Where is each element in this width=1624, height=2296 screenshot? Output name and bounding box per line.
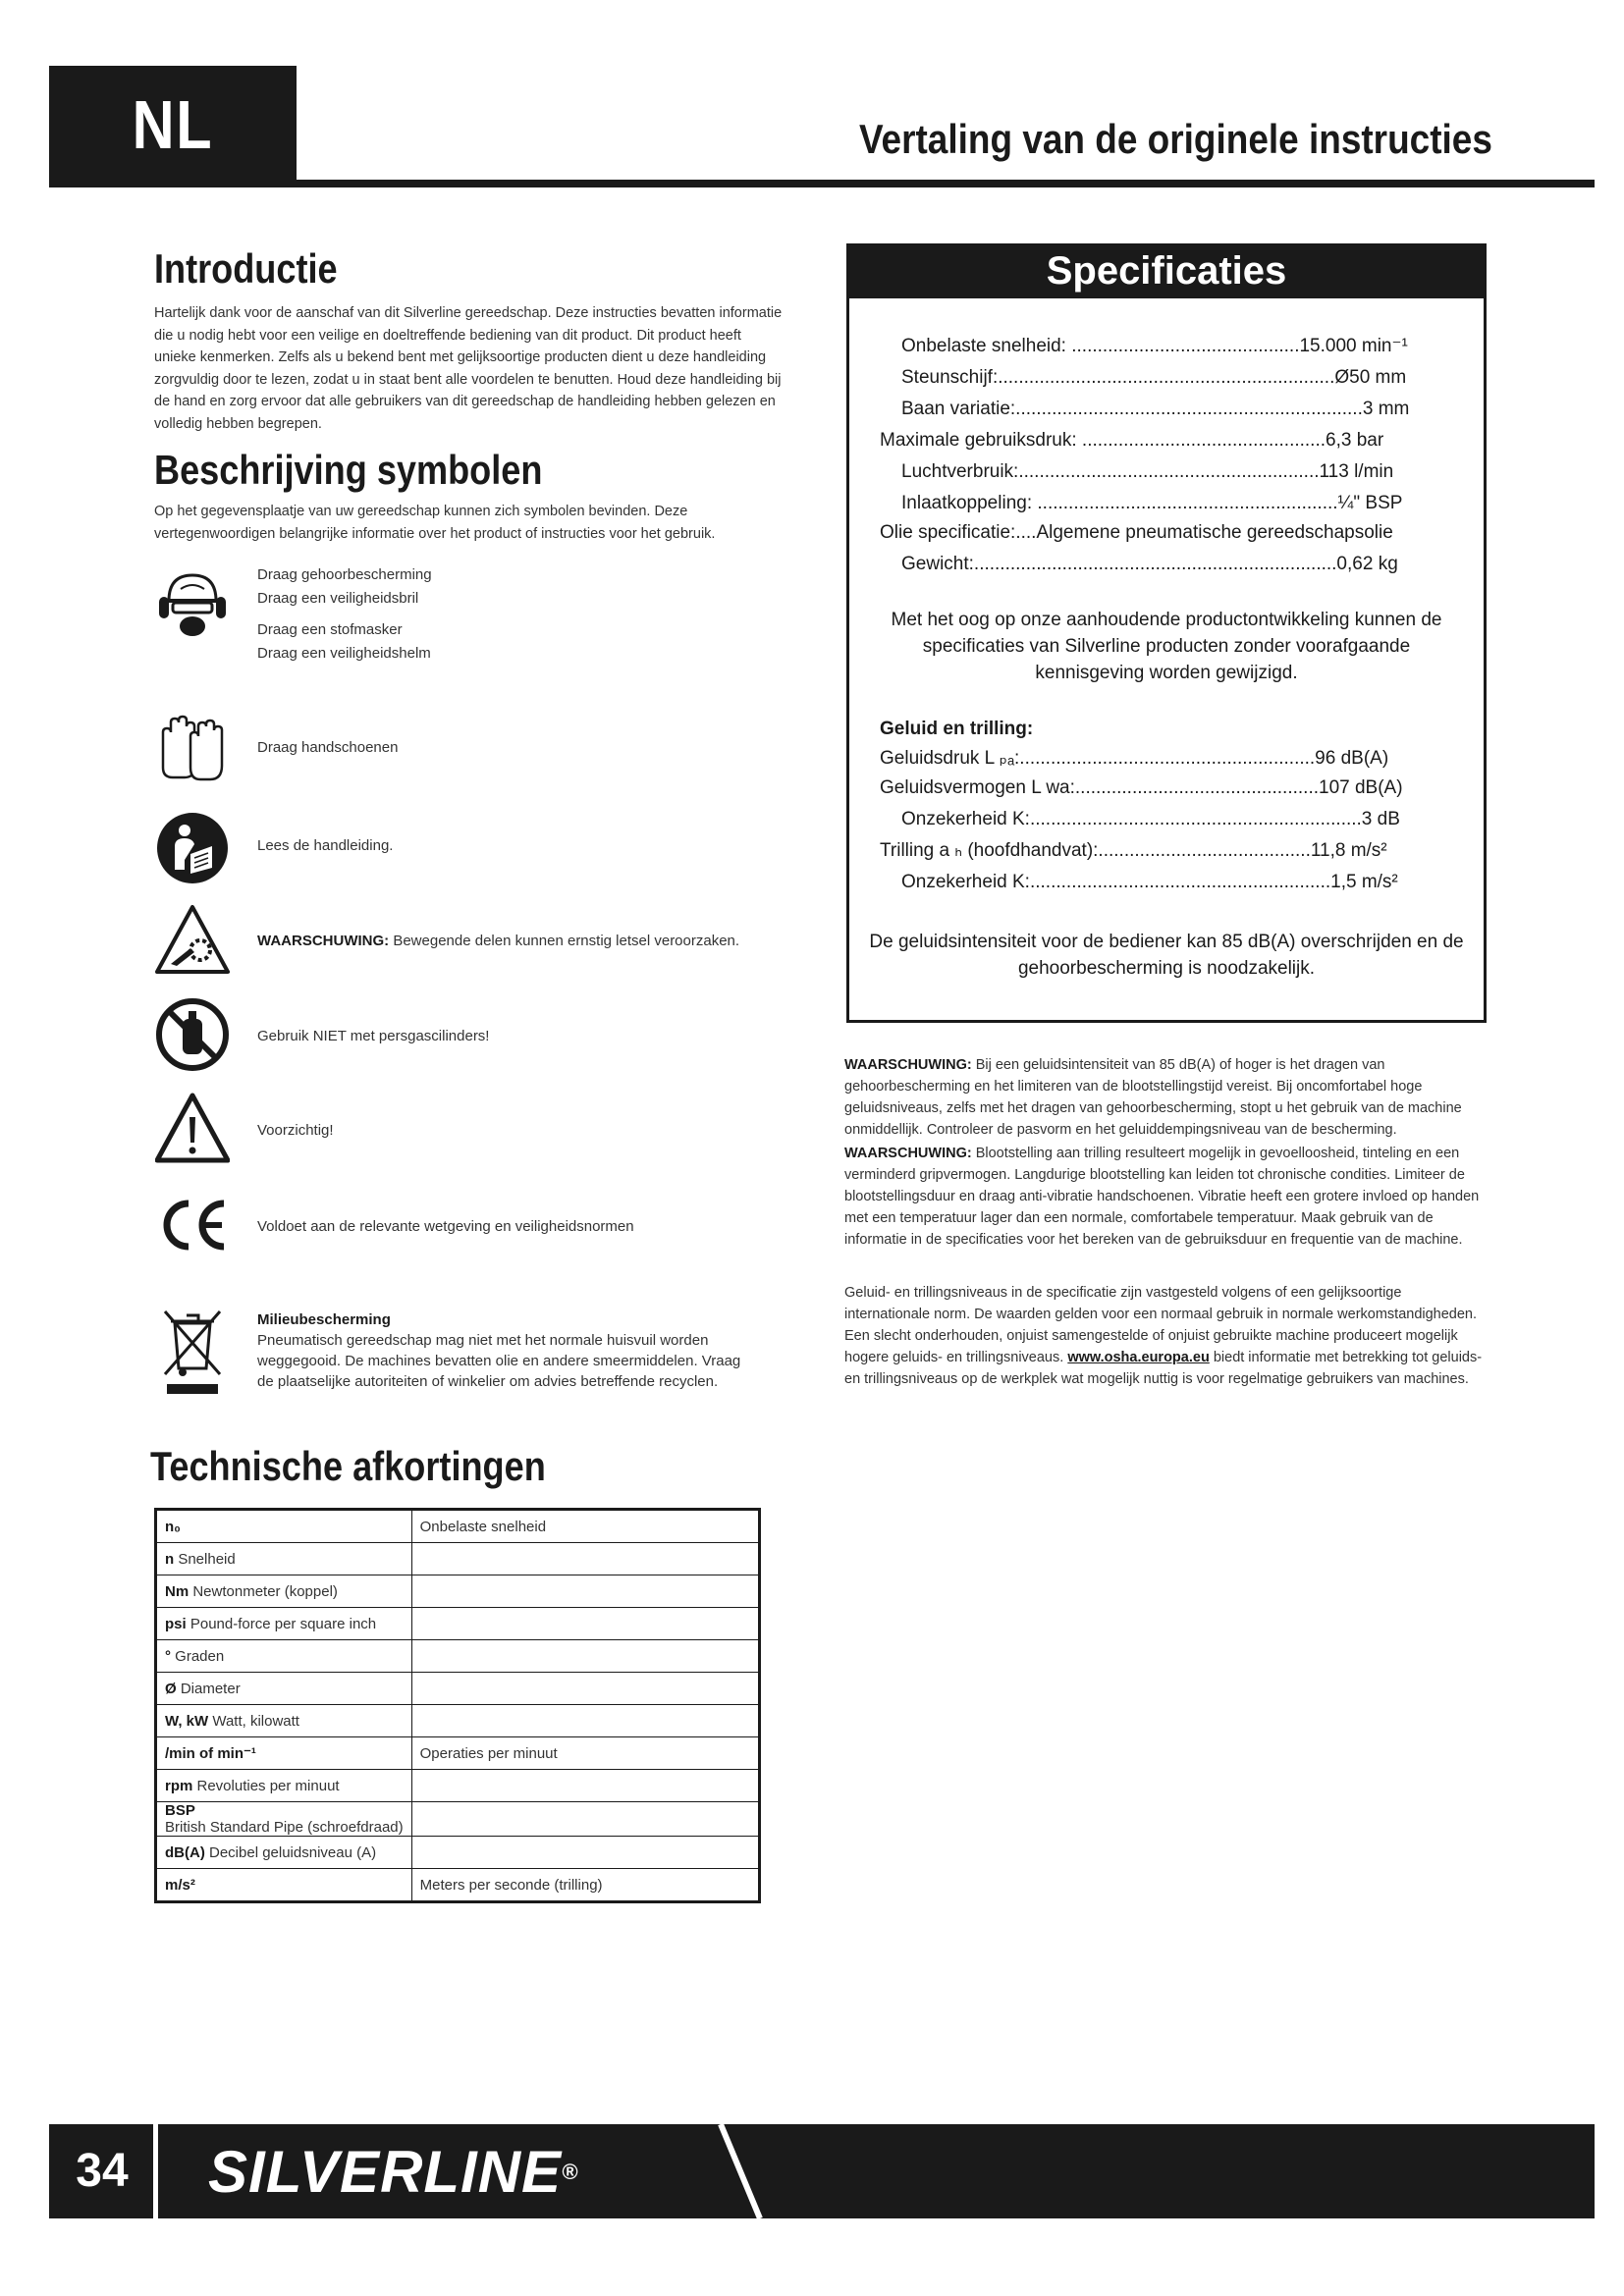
abbreviation-row (156, 1770, 760, 1802)
abbreviation-row (156, 1543, 760, 1575)
abbreviation-meaning (411, 1837, 759, 1869)
page-number: 34 (76, 2145, 129, 2197)
ppe-helmet-text: Draag een veiligheidshelm (257, 645, 431, 662)
abbreviation-symbol: ° (165, 1647, 171, 1665)
abbreviation-key-cell (156, 1705, 412, 1737)
abbreviation-key-cell (156, 1510, 412, 1543)
osha-link[interactable]: www.osha.europa.eu (1067, 1350, 1210, 1365)
abbreviation-row (156, 1737, 760, 1770)
abbreviation-key-cell (156, 1640, 412, 1673)
sound-power: Geluidsvermogen L wa:...............................................107 dB(A) (880, 777, 1403, 798)
abbreviation-row (156, 1837, 760, 1869)
moving-parts-text (257, 930, 739, 953)
no-gas-cylinder-icon (155, 997, 230, 1072)
cylinders-text: Gebruik NIET met persgascilinders! (257, 1028, 490, 1044)
footer-divider (153, 2124, 158, 2218)
sound-heading: Geluid en trilling: (880, 719, 1034, 739)
abbreviations-table (154, 1508, 761, 1903)
abbreviation-symbol: Ø (165, 1680, 177, 1697)
abbreviation-meaning (411, 1705, 759, 1737)
spec-change-note: Met het oog op onze aanhoudende productontwikkeling kunnen de specificaties van Silverline producten zonder voorafgaande kennisgeving worden gewijzigd. (891, 610, 1442, 683)
abbreviation-meaning: Meters per seconde (trilling) (411, 1869, 759, 1902)
abbreviation-meaning: Onbelaste snelheid (411, 1510, 759, 1543)
intro-heading: Introductie (154, 245, 338, 292)
abbreviation-key-cell (156, 1608, 412, 1640)
abbreviation-key-cell (156, 1543, 412, 1575)
env-text: Pneumatisch gereedschap mag niet met het normale huisvuil worden weggegooid. De machines bevatten olie en andere smeermiddelen. Vraag de plaatselijke autoriteiten of winkelier om advies betreffende recyclen. (257, 1332, 741, 1390)
spec-air-consumption: Luchtverbruik:..........................................................113 l/min (901, 461, 1394, 482)
abbreviations-heading: Technische afkortingen (150, 1443, 546, 1489)
abbreviation-description: Pound-force per square inch (186, 1615, 377, 1632)
abbreviation-description: Diameter (176, 1680, 241, 1697)
abbreviation-description: Revoluties per minuut (192, 1777, 340, 1794)
abbreviation-symbol: m/s² (165, 1876, 195, 1894)
abbreviation-row (156, 1802, 760, 1837)
abbreviation-row (156, 1575, 760, 1608)
noise-levels-after: biedt informatie met betrekking tot geluids- en trillingsniveaus op de werkplek wat mogelijk nuttig is voor regelmatige gebruikers van machines. (844, 1350, 1483, 1387)
noise-levels-note (844, 1282, 1489, 1390)
moving-warning-body: Bewegende delen kunnen ernstig letsel veroorzaken. (389, 933, 740, 949)
spec-oil: Olie specificatie:....Algemene pneumatische gereedschapsolie (880, 522, 1393, 543)
sound-pressure: Geluidsdruk L ₚₐ:.........................................................96 dB(A) (880, 748, 1389, 769)
abbreviation-meaning (411, 1575, 759, 1608)
header-rule (49, 180, 1595, 187)
spec-weight: Gewicht:......................................................................0,62 kg (901, 554, 1398, 574)
abbreviation-symbol: psi (165, 1615, 187, 1632)
spec-orbit: Baan variatie:...................................................................3 mm (901, 399, 1410, 419)
ppe-ear-text: Draag gehoorbescherming (257, 566, 432, 583)
abbreviation-row (156, 1705, 760, 1737)
warning-vibration (844, 1143, 1489, 1251)
abbreviation-symbol: W, kW (165, 1712, 209, 1730)
ppe-eye-text: Draag een veiligheidsbril (257, 590, 419, 607)
ce-mark-icon (155, 1188, 230, 1262)
abbreviation-row (156, 1640, 760, 1673)
weee-bin-icon (155, 1304, 230, 1398)
warning-noise-label: WAARSCHUWING: (844, 1057, 972, 1073)
ppe-head-icon (155, 567, 230, 642)
abbreviation-row (156, 1869, 760, 1902)
abbreviation-meaning (411, 1770, 759, 1802)
sound-uncertainty: Onzekerheid K:................................................................3 dB (901, 809, 1400, 829)
vibration: Trilling a ₕ (hoofdhandvat):.........................................11,8 m/s² (880, 840, 1387, 861)
abbreviation-key-cell (156, 1837, 412, 1869)
warning-vibration-text: Blootstelling aan trilling resulteert mogelijk in gevoelloosheid, tinteling en een verminderd gripvermogen. Langdurige blootstelling kan leiden tot chronische condities. Limiteer de blootstellingsduur en draag anti-vibratie handschoenen. Vibratie heeft een grotere invloed op handen met een temperatuur lager dan een normale, comfortabele temperatuur. Maak gebruik van de informatie in de specificaties voor het bereken van de gebruiksduur en frequentie van de machine. (844, 1146, 1480, 1248)
abbreviation-key-cell (156, 1802, 412, 1837)
spec-inlet: Inlaatkoppeling: ..........................................................¼" BSP (901, 493, 1403, 513)
symbols-text: Op het gegevensplaatje van uw gereedschap kunnen zich symbolen bevinden. Deze vertegenwoordigen belangrijke informatie over het product of instructies voor het gebruik. (154, 504, 716, 542)
abbreviation-meaning: Operaties per minuut (411, 1737, 759, 1770)
ce-text: Voldoet aan de relevante wetgeving en veiligheidsnormen (257, 1218, 634, 1235)
abbreviation-meaning (411, 1802, 759, 1837)
silverline-logo (208, 2138, 578, 2207)
gloves-text: Draag handschoenen (257, 739, 399, 756)
abbreviation-meaning (411, 1543, 759, 1575)
noise-levels-text: Geluid- en trillingsniveaus in de specificatie zijn vastgesteld volgens of een gelijksoortige internationale norm. De waarden gelden voor een normaal gebruik in normale werkomstandigheden. Een slecht onderhouden, onjuist samengestelde of onjuist gebruikte machine produceert mogelijk hogere geluids- en trillingsniveaus. (844, 1285, 1478, 1365)
sound-note: De geluidsintensiteit voor de bediener kan 85 dB(A) overschrijden en de gehoorbescherming is noodzakelijk. (869, 932, 1464, 979)
abbreviation-description: Decibel geluidsniveau (A) (204, 1843, 377, 1861)
abbreviation-symbol: Nm (165, 1582, 189, 1600)
manual-text: Lees de handleiding. (257, 837, 394, 854)
abbreviation-key-cell (156, 1770, 412, 1802)
spec-no-load-speed: Onbelaste snelheid: ............................................15.000 min⁻¹ (901, 336, 1408, 356)
abbreviation-meaning (411, 1640, 759, 1673)
abbreviation-row (156, 1510, 760, 1543)
abbreviation-symbol: rpm (165, 1777, 193, 1794)
abbreviation-description: Watt, kilowatt (208, 1712, 299, 1730)
read-manual-icon (155, 811, 230, 885)
vibration-uncertainty: Onzekerheid K:..........................................................1,5 m/s² (901, 872, 1398, 892)
spec-backing-pad: Steunschijf:.................................................................Ø50 mm (901, 367, 1407, 388)
abbreviation-symbol: n (165, 1550, 175, 1568)
abbreviation-symbol: BSP (165, 1802, 195, 1819)
abbreviation-description: Graden (171, 1647, 225, 1665)
abbreviation-description: Snelheid (174, 1550, 236, 1568)
specifications-heading: Specificaties (846, 243, 1487, 298)
abbreviation-row (156, 1608, 760, 1640)
abbreviation-meaning (411, 1608, 759, 1640)
abbreviation-description: Newtonmeter (koppel) (189, 1582, 338, 1600)
warning-noise-text: Bij een geluidsintensiteit van 85 dB(A) of hoger is het dragen van gehoorbescherming en het limiteren van de blootstellingstijd vereist. Bij oncomfortabel hoge geluidsniveaus, zelfs met het dragen van gehoorbescherming, stopt u het gebruik van de machine onmiddellijk. Controleer de pasvorm en het geluiddempingsniveau van de bescherming. (844, 1057, 1462, 1138)
registered-mark: ® (562, 2160, 579, 2184)
caution-text: Voorzichtig! (257, 1122, 334, 1139)
warning-noise (844, 1054, 1489, 1141)
moving-parts-warning-icon (155, 903, 230, 978)
caution-icon (155, 1092, 230, 1166)
footer-wedge (687, 2124, 785, 2218)
spec-max-pressure: Maximale gebruiksdruk: ...............................................6,3 bar (880, 430, 1384, 451)
gloves-icon (155, 709, 230, 783)
env-title: Milieubescherming (257, 1311, 391, 1328)
language-code: NL (132, 86, 214, 163)
abbreviation-symbol: /min of min⁻¹ (165, 1745, 256, 1762)
abbreviation-meaning (411, 1673, 759, 1705)
abbreviation-key-cell (156, 1575, 412, 1608)
ppe-mask-text: Draag een stofmasker (257, 621, 403, 638)
abbreviation-key-cell (156, 1869, 412, 1902)
moving-warning-label: WAARSCHUWING: (257, 933, 390, 949)
abbreviation-row (156, 1673, 760, 1705)
intro-text: Hartelijk dank voor de aanschaf van dit Silverline gereedschap. Deze instructies bevatten informatie die u nodig hebt voor een veilige en doeltreffende bediening van dit product. Dit product heeft unieke kenmerken. Zelfs als u bekend bent met gelijksoortige producten dient u deze handleiding zorgvuldig door te lezen, zodat u in staat bent alle voordelen te benutten. Houd deze handleiding bij de hand en zorg ervoor dat alle gebruikers van dit gereedschap de handleiding hebben gelezen en volledig hebben begrepen. (154, 305, 783, 432)
abbreviation-description: British Standard Pipe (schroefdraad) (165, 1819, 404, 1836)
abbreviation-key-cell (156, 1737, 412, 1770)
abbreviation-symbol: n₀ (165, 1518, 181, 1535)
abbreviation-symbol: dB(A) (165, 1843, 205, 1861)
warning-vibration-label: WAARSCHUWING: (844, 1146, 972, 1161)
abbreviation-key-cell (156, 1673, 412, 1705)
page-title: Vertaling van de originele instructies (859, 116, 1492, 162)
brand-name: SILVERLINE (208, 2139, 563, 2205)
symbols-heading: Beschrijving symbolen (154, 447, 543, 493)
